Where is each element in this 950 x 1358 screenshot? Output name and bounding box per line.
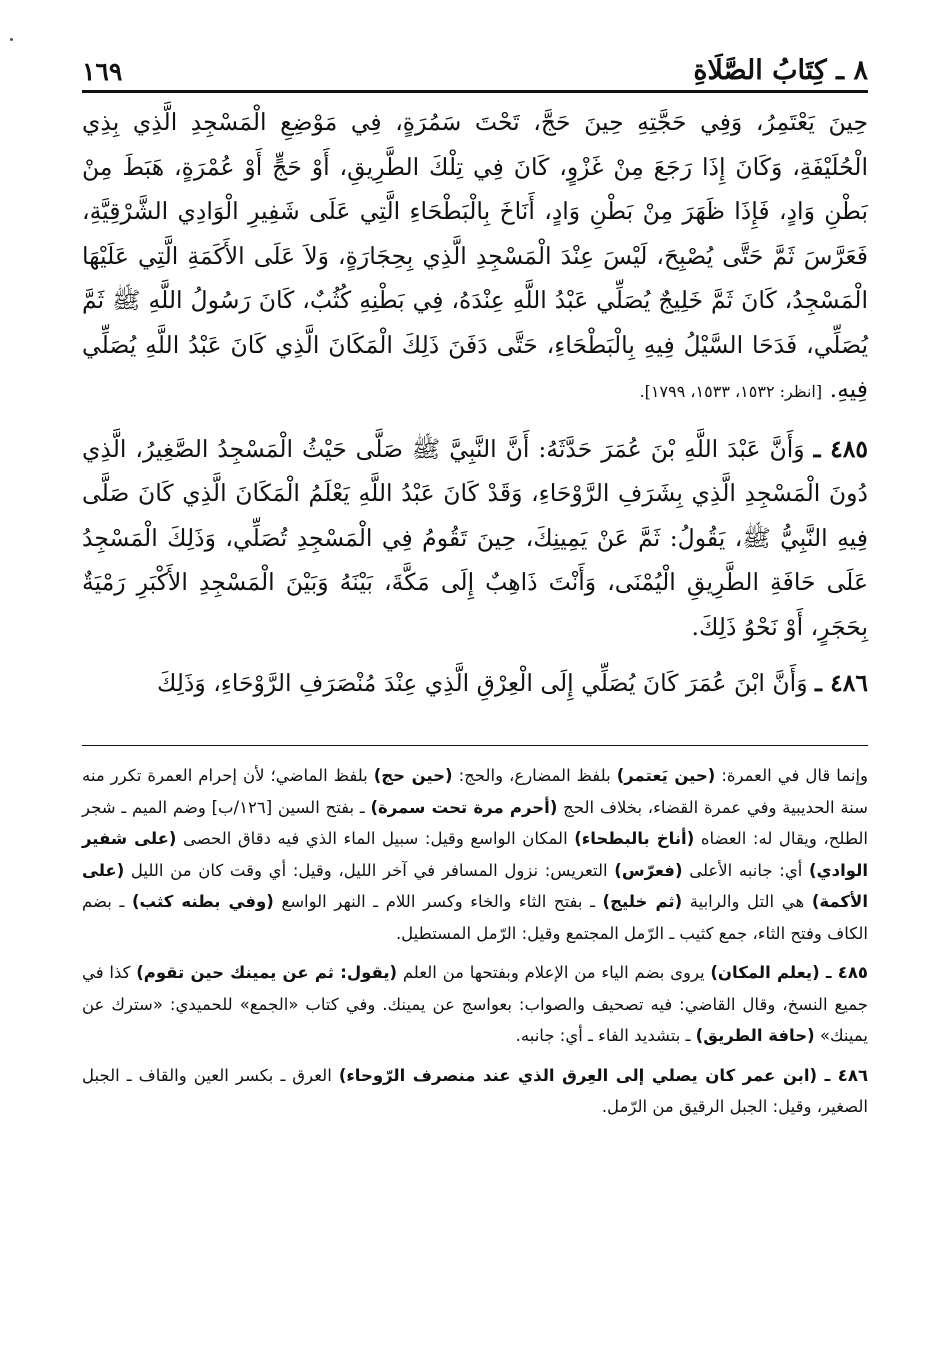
footnote-lemma: (على شفير الوادي): [82, 829, 868, 880]
footnote-text: ـ بفتح الثاء والخاء وكسر اللام ـ النهر الواسع: [273, 892, 603, 911]
hadith-number: ٤٨٦ ـ: [815, 669, 868, 697]
header-divider: [82, 90, 868, 93]
footnote-lemma: (حافة الطريق): [695, 1026, 815, 1045]
footnote-divider: [82, 745, 868, 746]
footnote-text: ـ بفتح السين [١٢٦/ب] وضم الميم ـ شجر الطلح، ويقال له: العضاه: [82, 797, 869, 848]
footnote-text: ـ بتشديد الفاء ـ أي: جانبه.: [515, 1026, 696, 1045]
cross-reference: [انظر: ١٥٣٢، ١٥٣٣، ١٧٩٩].: [639, 382, 823, 401]
footnote-lemma: (ابن عمر كان يصلي إلى العِرق الذي عند منصرف الرّوحاء): [338, 1065, 818, 1085]
footnote-text: المكان الواسع وقيل: سبيل الماء الذي فيه دقاق الحصى: [176, 829, 575, 848]
footnote-text: العرق ـ بكسر العين والقاف ـ الجبل الصغير، وقيل: الجبل الرقيق من الرّمل.: [82, 1065, 868, 1116]
footnote-text: بلفظ المضارع، والحج:: [452, 766, 617, 785]
footnote-lemma: ٤٨٥ ـ: [819, 963, 868, 982]
paragraph-text: وَأَنَّ عَبْدَ اللَّهِ بْنَ عُمَرَ حَدَّثَهُ: أَنَّ النَّبِيَّ ﷺ صَلَّى حَيْثُ الْمَسْجِدُ الصَّغِيرُ، الَّذِي دُونَ الْمَسْجِدِ الَّذِي بِشَرَفِ الرَّوْحَاءِ، وَقَدْ كَانَ عَبْدُ اللَّهِ يَعْلَمُ الْمَكَانَ الَّذِي كَانَ صَلَّى فِيهِ النَّبِيُّ ﷺ، يَقُولُ: ثَمَّ عَنْ يَمِينِكَ، حِينَ تَقُومُ فِي الْمَسْجِدِ تُصَلِّي، وَذَلِكَ الْمَسْجِدُ عَلَى حَافَةِ الطَّرِيقِ الْيُمْنَى، وَأَنْتَ ذَاهِبٌ إِلَى مَكَّةَ، بَيْنَهُ وَبَيْنَ الْمَسْجِدِ الأَكْبَرِ رَمْيَةٌ بِحَجَرٍ، أَوْ نَحْوُ ذَلِكَ.: [82, 434, 868, 641]
footnote-text: كذا في جميع النسخ، وقال القاضي: فيه تصحيف والصواب: بعواسج عن يمينك. وفي كتاب «الجمع» للحميدي: «سترك عن يمينك»: [82, 963, 868, 1045]
hadith-text: [82, 100, 868, 706]
hadith-paragraph-continued: [82, 100, 868, 415]
footnote-text: يروى بضم الياء من الإعلام وبفتحها من العلم: [397, 963, 711, 982]
hadith-number: ٤٨٥ ـ: [813, 434, 868, 463]
footnote-text: التعريس: نزول المسافر في آخر الليل، وقيل: أي وقت كان من الليل: [124, 860, 615, 880]
paragraph-text: وَأَنَّ ابْنَ عُمَرَ كَانَ يُصَلِّي إِلَى الْعِرْقِ الَّذِي عِنْدَ مُنْصَرَفِ الرَّوْحَاءِ، وَذَلِكَ: [156, 669, 808, 697]
footnote-486: [82, 1060, 868, 1123]
footnote-lemma: (على الأكمة): [82, 860, 868, 911]
footnote-lemma: (حين يَعتمر): [616, 766, 716, 785]
paragraph-text: حِينَ يَعْتَمِرُ، وَفِي حَجَّتِهِ حِينَ حَجَّ، تَحْتَ سَمُرَةٍ، فِي مَوْضِعِ الْمَسْجِدِ الَّذِي بِذِي الْحُلَيْفَةِ، وَكَانَ إِذَا رَجَعَ مِنْ غَزْوٍ، كَانَ فِي تِلْكَ الطَّرِيقِ، أَوْ حَجٍّ أَوْ عُمْرَةٍ، هَبَطَ مِنْ بَطْنِ وَادٍ، فَإِذَا ظَهَرَ مِنْ بَطْنِ وَادٍ، أَنَاخَ بِالْبَطْحَاءِ الَّتِي عَلَى شَفِيرِ الْوَادِي الشَّرْقِيَّةِ، فَعَرَّسَ ثَمَّ حَتَّى يُصْبِحَ، لَيْسَ عِنْدَ الْمَسْجِدِ الَّذِي بِحِجَارَةٍ، وَلاَ عَلَى الأَكَمَةِ الَّتِي عَلَيْهَا الْمَسْجِدُ، كَانَ ثَمَّ خَلِيجٌ يُصَلِّي عَبْدُ اللَّهِ عِنْدَهُ، فِي بَطْنِهِ كُثُبٌ، كَانَ رَسُولُ اللَّهِ ﷺ ثَمَّ يُصَلِّي، فَدَحَا السَّيْلُ فِيهِ بِالْبَطْحَاءِ، حَتَّى دَفَنَ ذَلِكَ الْمَكَانَ الَّذِي كَانَ عَبْدُ اللَّهِ يُصَلِّي فِيهِ.: [82, 108, 868, 403]
footnote-text: ـ بضم الكاف وفتح الثاء، جمع كثيب ـ الرّمل المجتمع وقيل: الرّمل المستطيل.: [82, 892, 868, 943]
footnote-lemma: (يقول: ثم عن يمينك حين تقوم): [136, 963, 398, 982]
footnote-lemma: (فعرّس): [614, 860, 683, 880]
commentary-footnotes: [82, 760, 868, 1123]
chapter-title: ٨ ـ كِتَابُ الصَّلَاةِ: [693, 55, 868, 86]
footnote-lemma: (أحرم مرة تحت سمرة): [370, 797, 558, 817]
footnote-lemma: (ثم خليج): [602, 892, 683, 911]
footnote-text: هي التل والرابية: [682, 892, 812, 911]
footnote-1: [82, 760, 868, 949]
scan-speck: [10, 38, 13, 41]
footnote-lemma: (وفي بطنه كثب): [131, 892, 274, 911]
footnote-text: وإنما قال في العمرة:: [715, 766, 869, 785]
hadith-paragraph-486: [82, 661, 868, 706]
hadith-paragraph-485: [82, 427, 868, 650]
footnote-text: بلفظ الماضي؛ لأن إحرام العمرة تكرر منه سنة الحديبية وفي عمرة القضاء، بخلاف الحج: [82, 766, 868, 817]
footnote-lemma: (حين حج): [373, 766, 453, 785]
footnote-lemma: (يعلم المكان): [710, 963, 820, 982]
footnote-lemma: (أناخ بالبطحاء): [574, 829, 695, 848]
page-number: ١٦٩: [82, 57, 123, 86]
footnote-lemma: ٤٨٦ ـ: [817, 1065, 869, 1085]
footnote-485: [82, 957, 868, 1052]
page-header: [82, 40, 868, 84]
footnote-text: أي: جانبه الأعلى: [682, 860, 809, 880]
